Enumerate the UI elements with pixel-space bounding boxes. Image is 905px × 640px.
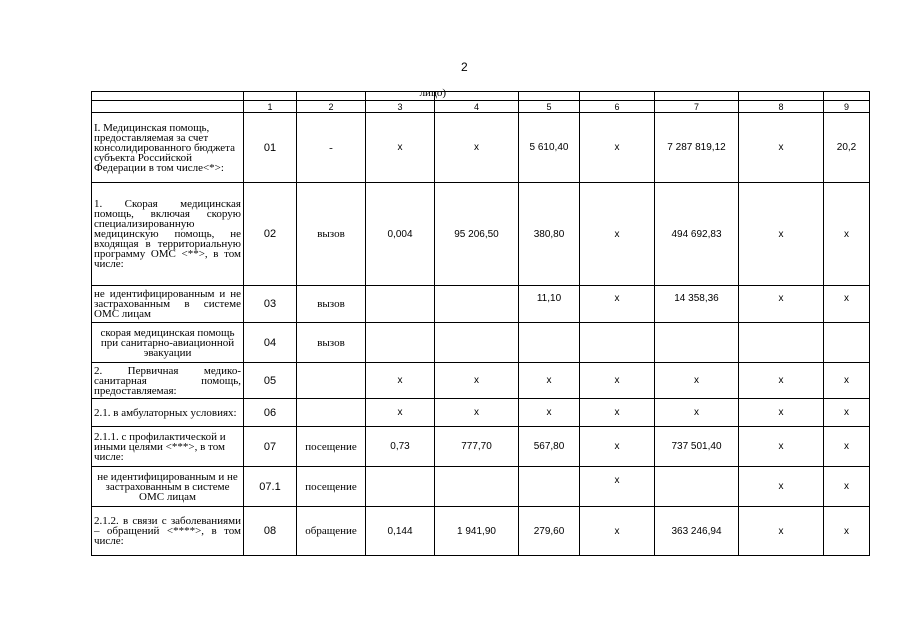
- row-value: [435, 467, 519, 507]
- row-value: x: [824, 507, 870, 556]
- row-value: 95 206,50: [435, 183, 519, 286]
- row-code: 03: [244, 286, 297, 323]
- table-row: [92, 286, 870, 323]
- row-value: 20,2: [824, 113, 870, 183]
- row-value: 494 692,83: [655, 183, 739, 286]
- row-value: x: [519, 363, 580, 399]
- column-number: 5: [519, 101, 580, 113]
- row-value: x: [580, 467, 655, 507]
- row-description: 2. Первичная медико-санитарная помощь, предоставляемая:: [92, 363, 244, 399]
- row-value: x: [435, 113, 519, 183]
- row-value: 567,80: [519, 427, 580, 467]
- column-number: 7: [655, 101, 739, 113]
- header-overflow-text: лицо): [366, 92, 435, 101]
- row-value: x: [580, 363, 655, 399]
- row-value: [366, 323, 435, 363]
- row-value: 380,80: [519, 183, 580, 286]
- row-value: x: [739, 427, 824, 467]
- row-value: x: [655, 399, 739, 427]
- row-value: x: [435, 363, 519, 399]
- column-number: 9: [824, 101, 870, 113]
- financing-table: [91, 87, 870, 556]
- column-number: 4: [435, 101, 519, 113]
- row-value: x: [580, 286, 655, 323]
- row-value: 0,144: [366, 507, 435, 556]
- row-code: 01: [244, 113, 297, 183]
- row-value: x: [366, 113, 435, 183]
- table-row: [92, 183, 870, 286]
- row-description: 2.1. в амбулаторных условиях:: [92, 399, 244, 427]
- row-value: [739, 323, 824, 363]
- row-value: [580, 323, 655, 363]
- page-number: 2: [461, 60, 468, 74]
- row-value: [655, 467, 739, 507]
- table-row: [92, 427, 870, 467]
- row-value: x: [824, 183, 870, 286]
- row-value: [366, 467, 435, 507]
- table-row: [92, 467, 870, 507]
- row-unit: обращение: [297, 507, 366, 556]
- row-value: 363 246,94: [655, 507, 739, 556]
- row-value: x: [580, 427, 655, 467]
- row-code: 05: [244, 363, 297, 399]
- row-value: x: [739, 183, 824, 286]
- row-value: x: [580, 507, 655, 556]
- row-code: 04: [244, 323, 297, 363]
- table-row: [92, 507, 870, 556]
- table-row: [92, 399, 870, 427]
- table-row: [92, 113, 870, 183]
- row-value: [366, 286, 435, 323]
- column-number: 1: [244, 101, 297, 113]
- row-code: 07.1: [244, 467, 297, 507]
- row-unit: вызов: [297, 183, 366, 286]
- row-unit: вызов: [297, 286, 366, 323]
- row-code: 08: [244, 507, 297, 556]
- row-value: x: [824, 467, 870, 507]
- column-number-row: [92, 101, 870, 113]
- row-value: x: [824, 427, 870, 467]
- row-value: x: [366, 399, 435, 427]
- row-code: 07: [244, 427, 297, 467]
- row-value: x: [824, 286, 870, 323]
- row-value: 1 941,90: [435, 507, 519, 556]
- row-value: x: [739, 467, 824, 507]
- row-description: не идентифицированным и не застрахованным в системе ОМС лицам: [92, 467, 244, 507]
- row-unit: [297, 399, 366, 427]
- row-value: 0,004: [366, 183, 435, 286]
- row-code: 06: [244, 399, 297, 427]
- row-value: 14 358,36: [655, 286, 739, 323]
- row-value: x: [739, 507, 824, 556]
- row-description: I. Медицинская помощь, предоставляемая за счет консолидированного бюджета субъекта Российской Федерации в том числе<*>:: [92, 113, 244, 183]
- row-value: x: [580, 183, 655, 286]
- column-number: 2: [297, 101, 366, 113]
- row-unit: посещение: [297, 467, 366, 507]
- row-value: 279,60: [519, 507, 580, 556]
- row-value: [435, 323, 519, 363]
- row-value: 777,70: [435, 427, 519, 467]
- row-value: x: [435, 399, 519, 427]
- row-value: x: [739, 363, 824, 399]
- row-value: 0,73: [366, 427, 435, 467]
- row-value: x: [655, 363, 739, 399]
- row-value: x: [739, 286, 824, 323]
- row-value: x: [519, 399, 580, 427]
- row-value: [519, 467, 580, 507]
- column-number: 6: [580, 101, 655, 113]
- row-value: x: [580, 113, 655, 183]
- row-description: не идентифицированным и не застрахованным в системе ОМС лицам: [92, 286, 244, 323]
- row-value: 7 287 819,12: [655, 113, 739, 183]
- row-description: 1. Скорая медицинская помощь, включая скорую специализированную медицинскую помощь, не входящая в территориальную программу ОМС <**>, в том числе:: [92, 183, 244, 286]
- row-value: x: [739, 113, 824, 183]
- row-value: x: [739, 399, 824, 427]
- row-description: 2.1.1. с профилактической и иными целями <***>, в том числе:: [92, 427, 244, 467]
- row-value: 737 501,40: [655, 427, 739, 467]
- row-value: x: [580, 399, 655, 427]
- column-number: 8: [739, 101, 824, 113]
- row-value: x: [824, 363, 870, 399]
- row-unit: -: [297, 113, 366, 183]
- row-value: x: [366, 363, 435, 399]
- column-number: 3: [366, 101, 435, 113]
- table-row: [92, 363, 870, 399]
- row-value: [435, 286, 519, 323]
- row-value: [519, 323, 580, 363]
- header-overflow-row: [92, 92, 870, 101]
- row-unit: [297, 363, 366, 399]
- row-value: [824, 323, 870, 363]
- row-value: 5 610,40: [519, 113, 580, 183]
- row-unit: вызов: [297, 323, 366, 363]
- table-row: [92, 323, 870, 363]
- row-value: [655, 323, 739, 363]
- row-unit: посещение: [297, 427, 366, 467]
- row-value: x: [824, 399, 870, 427]
- row-value: 11,10: [519, 286, 580, 323]
- row-description: 2.1.2. в связи с заболеваниями – обращений <****>, в том числе:: [92, 507, 244, 556]
- row-description: скорая медицинская помощь при санитарно-авиационной эвакуации: [92, 323, 244, 363]
- row-code: 02: [244, 183, 297, 286]
